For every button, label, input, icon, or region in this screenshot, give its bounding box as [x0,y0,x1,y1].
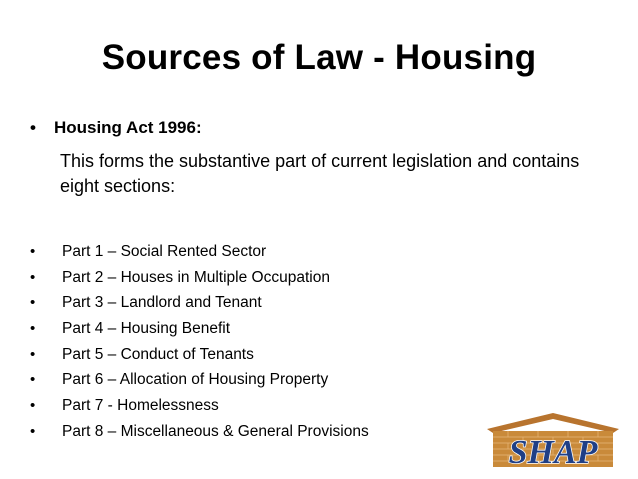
main-bullet [30,118,202,138]
logo-roof [487,413,619,433]
bullet-icon: • [30,268,36,286]
bullet-icon: • [30,320,36,338]
list-item [30,243,369,269]
part-label: Part 4 – Housing Benefit [62,320,231,338]
list-item [30,371,369,397]
part-label: Part 2 – Houses in Multiple Occupation [62,268,330,286]
bullet-icon: • [30,397,36,415]
bullet-icon: • [30,422,36,440]
part-label: Part 8 – Miscellaneous & General Provisions [62,422,369,440]
list-item [30,346,369,372]
bullet-icon: • [30,243,36,260]
list-item [30,320,369,346]
logo-text: SHAP [508,434,598,469]
part-label: Part 5 – Conduct of Tenants [62,345,254,363]
slide-title: Sources of Law - Housing [101,38,537,77]
part-label: Part 6 – Allocation of Housing Property [62,371,329,389]
parts-list [30,243,369,449]
part-label: Part 7 - Homelessness [62,397,219,415]
main-bullet-label: Housing Act 1996: [53,118,202,137]
description-text: This forms the substantive part of current legislation and contains eight sections: [60,151,580,196]
shap-logo [483,411,623,469]
bullet-icon: • [30,371,36,389]
part-label: Part 1 – Social Rented Sector [62,243,267,260]
list-item [30,294,369,320]
list-item [30,423,369,449]
bullet-icon: • [30,294,36,312]
list-item [30,397,369,423]
bullet-icon: • [30,118,36,137]
part-label: Part 3 – Landlord and Tenant [62,294,262,312]
bullet-icon: • [30,345,36,363]
list-item [30,269,369,295]
